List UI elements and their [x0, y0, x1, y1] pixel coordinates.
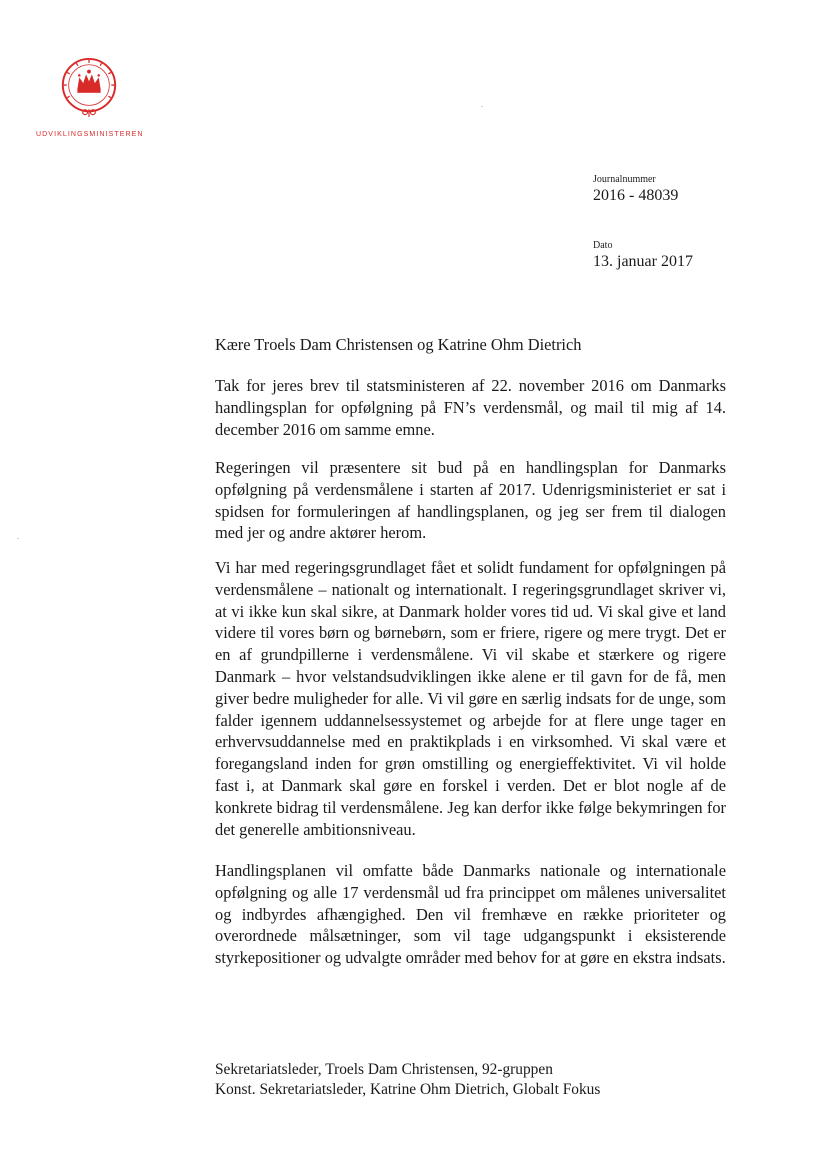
journal-block	[593, 174, 678, 206]
date-block	[593, 240, 693, 272]
letter-paragraph-3: Vi har med regeringsgrundlaget fået et solidt fundament for opfølgningen på verdensmålene – nationalt og internationalt. I regeringsgrundlaget skriver vi, at vi ikke kun skal sikre, at Danmark holder vores tid ud. Vi skal give et land videre til vores børn og børnebørn, som er friere, rigere og mere trygt. Det er en af grundpillerne i verdensmålene. Vi vil skabe et stærkere og rigere Danmark – hvor velstandsudviklingen ikke alene er til gavn for de få, men giver bedre muligheder for alle. Vi vil gøre en særlig indsats for de unge, som falder igennem uddannelsessystemet og arbejde for at flere unge tager en erhvervsuddannelse med en praktikplads i en virksomhed. Vi skal være et foregangsland inden for grøn omstilling og energieffektivitet. Vi vil holde fast i, at Danmark skal gøre en forskel i verden. Det er blot nogle af de konkrete bidrag til verdensmålene. Jeg kan derfor ikke følge bekymringen for det generelle ambitionsniveau.	[215, 558, 726, 839]
scan-speck	[481, 106, 483, 107]
cc-line-1: Sekretariatsleder, Troels Dam Christensen, 92-gruppen	[215, 1061, 553, 1078]
date-value: 13. januar 2017	[593, 253, 693, 270]
date-label: Dato	[593, 240, 613, 251]
journal-value: 2016 - 48039	[593, 187, 679, 204]
journal-label: Journalnummer	[593, 174, 656, 185]
ministry-name: UDVIKLINGSMINISTEREN	[36, 131, 144, 138]
letter-salutation: Kære Troels Dam Christensen og Katrine Ohm Dietrich	[215, 335, 582, 354]
ministry-seal-logo	[58, 56, 120, 118]
scan-speck	[17, 538, 19, 539]
cc-line-2: Konst. Sekretariatsleder, Katrine Ohm Dietrich, Globalt Fokus	[215, 1081, 601, 1098]
letter-paragraph-1: Tak for jeres brev til statsministeren af 22. november 2016 om Danmarks handlingsplan for opfølgning på FN’s verdensmål, og mail til mig af 14. december 2016 om samme emne.	[215, 376, 726, 439]
letter-paragraph-4: Handlingsplanen vil omfatte både Danmarks nationale og internationale opfølgning og alle 17 verdensmål ud fra princippet om målenes universalitet og indbyrdes afhængighed. Den vil fremhæve en række prioriteter og overordnede målsætninger, som vil tage udgangspunkt i eksisterende styrkepositioner og udvalgte områder med behov for at gøre en ekstra indsats.	[215, 861, 726, 968]
letter-paragraph-2: Regeringen vil præsentere sit bud på en handlingsplan for Danmarks opfølgning på verdensmålene i starten af 2017. Udenrigsministeriet er sat i spidsen for formuleringen af handlingsplanen, og jeg ser frem til dialogen med jer og andre aktører herom.	[215, 458, 726, 543]
